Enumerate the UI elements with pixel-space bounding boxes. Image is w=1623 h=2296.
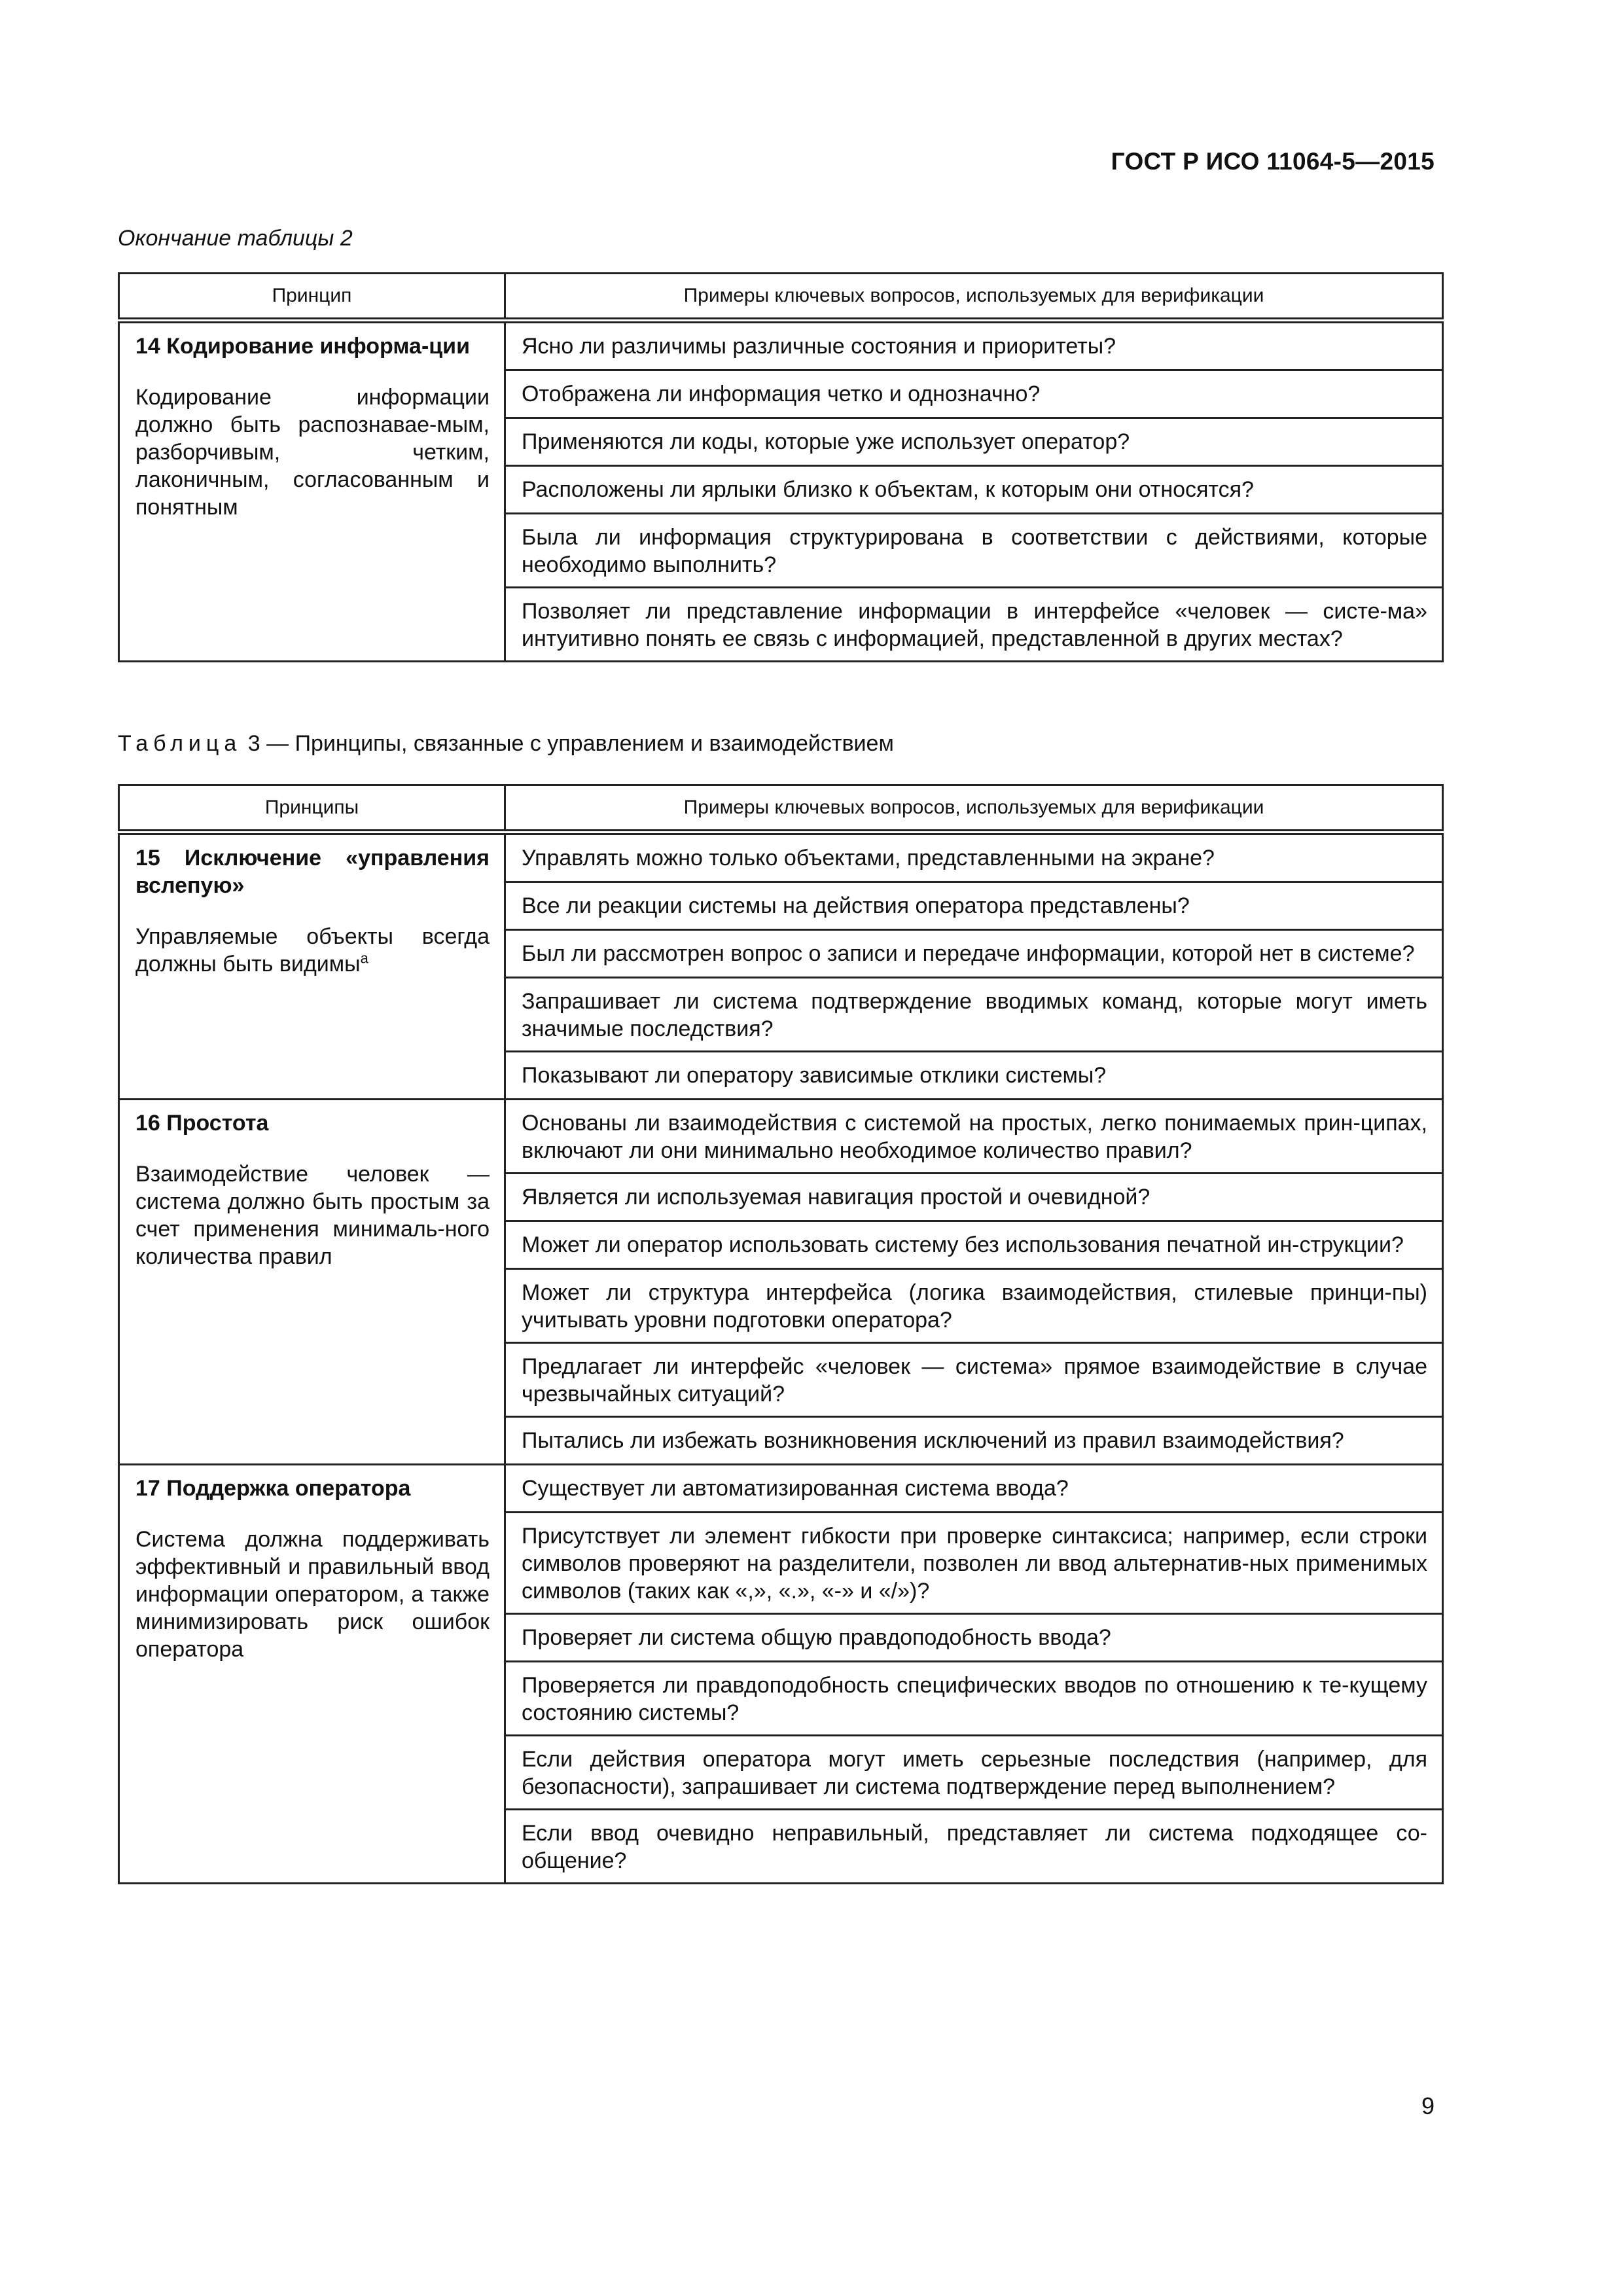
table-row: [119, 1465, 1443, 1513]
question-cell: Может ли структура интерфейса (логика взаимодействия, стилевые принци-пы) учитывать уровни подготовки оператора?: [505, 1269, 1443, 1343]
question-cell: Была ли информация структурирована в соответствии с действиями, которые необходимо выполнить?: [505, 514, 1443, 588]
table3-col1-header: Принципы: [119, 785, 505, 833]
question-cell: Показывают ли оператору зависимые отклики системы?: [505, 1052, 1443, 1100]
table3-caption-prefix: Таблица: [118, 731, 242, 756]
question-cell: Проверяется ли правдоподобность специфических вводов по отношению к те-кущему состоянию системы?: [505, 1662, 1443, 1736]
principle-description: Система должна поддерживать эффективный и правильный ввод информации оператором, а также минимизировать риск ошибок оператора: [135, 1527, 490, 1662]
table3-header-row: [119, 785, 1443, 833]
table3-col2-header: Примеры ключевых вопросов, используемых для верификации: [505, 785, 1443, 833]
question-cell: Управлять можно только объектами, представленными на экране?: [505, 833, 1443, 882]
question-cell: Присутствует ли элемент гибкости при проверке синтаксиса; например, если строки символов проверяют на разделители, позволен ли ввод альтернатив-ных применимых символов (таких как «,», «.», «-» и «/»)?: [505, 1513, 1443, 1614]
question-cell: Позволяет ли представление информации в интерфейсе «человек — систе-ма» интуитивно понять ее связь с информацией, представленной в других местах?: [505, 588, 1443, 662]
principle-description: Взаимодействие человек — система должно быть простым за счет применения минималь-ного количества правил: [135, 1162, 490, 1269]
footnote-marker: a: [360, 950, 368, 967]
table-2: [118, 272, 1444, 662]
question-cell: Ясно ли различимы различные состояния и приоритеты?: [505, 321, 1443, 370]
question-cell: Пытались ли избежать возникновения исключений из правил взаимодействия?: [505, 1417, 1443, 1465]
table-row: [119, 321, 1443, 370]
table-row: [119, 1100, 1443, 1174]
principle-description: Кодирование информации должно быть распознавае-мым, разборчивым, четким, лаконичным, согласованным и понятным: [135, 385, 490, 520]
table2-caption: Окончание таблицы 2: [118, 226, 353, 251]
table3-caption-title: 3 — Принципы, связанные с управлением и взаимодействием: [247, 731, 894, 756]
question-cell: Основаны ли взаимодействия с системой на простых, легко понимаемых прин-ципах, включают ли они минимально необходимое количество правил?: [505, 1100, 1443, 1174]
table2-col1-header: Принцип: [119, 274, 505, 321]
question-cell: Может ли оператор использовать систему без использования печатной ин-струкции?: [505, 1221, 1443, 1269]
question-cell: Был ли рассмотрен вопрос о записи и передаче информации, которой нет в системе?: [505, 930, 1443, 978]
question-cell: Предлагает ли интерфейс «человек — система» прямое взаимодействие в случае чрезвычайных ситуаций?: [505, 1343, 1443, 1417]
principle-cell: [119, 1465, 505, 1884]
principle-title: 15 Исключение «управления вслепую»: [135, 846, 490, 898]
table2-col2-header: Примеры ключевых вопросов, используемых для верификации: [505, 274, 1443, 321]
page-number: 9: [1421, 2092, 1435, 2119]
table-3: [118, 784, 1444, 1884]
question-cell: Отображена ли информация четко и однозначно?: [505, 370, 1443, 418]
question-cell: Если действия оператора могут иметь серьезные последствия (например, для безопасности), запрашивает ли система подтверждение перед выполнением?: [505, 1736, 1443, 1810]
question-cell: Если ввод очевидно неправильный, представляет ли система подходящее со-общение?: [505, 1810, 1443, 1884]
table2-header-row: [119, 274, 1443, 321]
question-cell: Запрашивает ли система подтверждение вводимых команд, которые могут иметь значимые последствия?: [505, 978, 1443, 1052]
principle-title: 16 Простота: [135, 1111, 269, 1136]
document-code-header: ГОСТ Р ИСО 11064-5—2015: [1111, 148, 1435, 175]
question-cell: Существует ли автоматизированная система ввода?: [505, 1465, 1443, 1513]
principle-cell: [119, 1100, 505, 1465]
question-cell: Применяются ли коды, которые уже использует оператор?: [505, 418, 1443, 466]
table-row: [119, 833, 1443, 882]
table3-caption: [118, 731, 894, 757]
question-cell: Расположены ли ярлыки близко к объектам, к которым они относятся?: [505, 466, 1443, 514]
principle-cell: [119, 833, 505, 1100]
question-cell: Проверяет ли система общую правдоподобность ввода?: [505, 1614, 1443, 1662]
principle-title: 17 Поддержка оператора: [135, 1476, 411, 1501]
principle-title: 14 Кодирование информа-ции: [135, 334, 470, 359]
principle-description-text: Управляемые объекты всегда должны быть видимы: [135, 924, 490, 977]
question-cell: Является ли используемая навигация простой и очевидной?: [505, 1174, 1443, 1221]
question-cell: Все ли реакции системы на действия оператора представлены?: [505, 882, 1443, 930]
principle-cell: [119, 321, 505, 662]
principle-description: [135, 923, 490, 978]
